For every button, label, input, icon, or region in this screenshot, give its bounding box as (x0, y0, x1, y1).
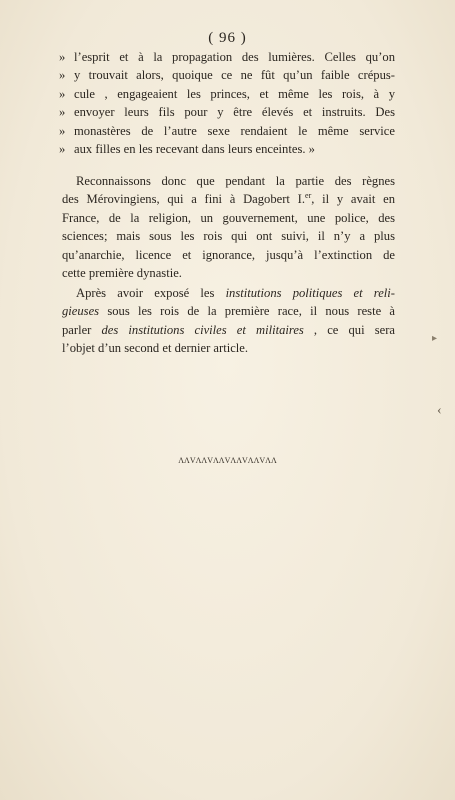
paragraph-line (62, 284, 395, 302)
quote-mark: » (59, 105, 66, 120)
paragraph-line (62, 190, 395, 208)
paragraph-line: France, de la religion, un gouvernement, une police, des (62, 210, 395, 225)
quote-mark: » (59, 86, 66, 101)
quote-line (59, 66, 395, 84)
quoted-passage (59, 48, 395, 158)
quote-mark: » (59, 123, 66, 138)
line-text: parler (62, 322, 102, 337)
line-text: Après avoir exposé les (76, 286, 226, 300)
quote-line (59, 103, 395, 121)
quote-line-text: l’esprit et à la propagation des lumières. Celles qu’on (74, 50, 395, 64)
line-text: sous les rois de la première race, il nous reste à (99, 304, 395, 319)
ornamental-divider: ΛΛVΛΛVΛΛVΛΛVΛΛVΛΛ (178, 456, 277, 465)
italic-text: gieuses (62, 304, 100, 319)
quote-line-text: envoyer leurs fils pour y être élevés et instruits. Des (74, 105, 395, 120)
page-number: ( 96 ) (208, 30, 247, 46)
quote-mark: » (59, 142, 66, 157)
paragraph-line (62, 302, 395, 320)
paragraph-line: qu’anarchie, licence et ignorance, jusqu’à l’extinction de (62, 247, 395, 262)
quote-line (59, 48, 395, 66)
italic-text: des institutions civiles et militaires (101, 322, 304, 337)
line-text: , ce qui sera (303, 322, 395, 337)
italic-text: institutions politiques et reli- (225, 286, 396, 300)
quote-mark: » (59, 50, 66, 64)
margin-mark-icon: ▸ (432, 333, 438, 344)
line-text: des Mérovingiens, qui a fini à Dagobert I. (62, 192, 306, 207)
quote-line-text: monastères de l’autre sexe rendaient le même service (74, 123, 395, 138)
paragraph-line: sciences; mais sous les rois qui ont suivi, il n’y a plus (62, 229, 395, 244)
quote-line (59, 122, 395, 140)
line-text: , il y avait en (311, 192, 396, 207)
margin-mark-icon: ‹ (437, 403, 442, 418)
paragraph-line: Reconnaissons donc que pendant la partie des règnes (76, 174, 395, 188)
superscript: er (305, 191, 312, 201)
quote-line (59, 85, 395, 103)
paragraph-merovingians (62, 172, 395, 282)
paragraph-line: l’objet d’un second et dernier article. (62, 341, 249, 356)
quote-line (59, 140, 395, 158)
paragraph-line: cette première dynastie. (62, 266, 182, 281)
quote-line-text: y trouvait alors, quoique ce ne fût qu’un faible crépus- (74, 68, 395, 83)
quote-line-text: cule , engageaient les princes, et même les rois, à y (74, 86, 395, 101)
paragraph-conclusion (62, 284, 395, 358)
paragraph-line (62, 321, 395, 339)
quote-line-text: aux filles en les recevant dans leurs enceintes. » (74, 142, 315, 157)
quote-mark: » (59, 68, 66, 83)
